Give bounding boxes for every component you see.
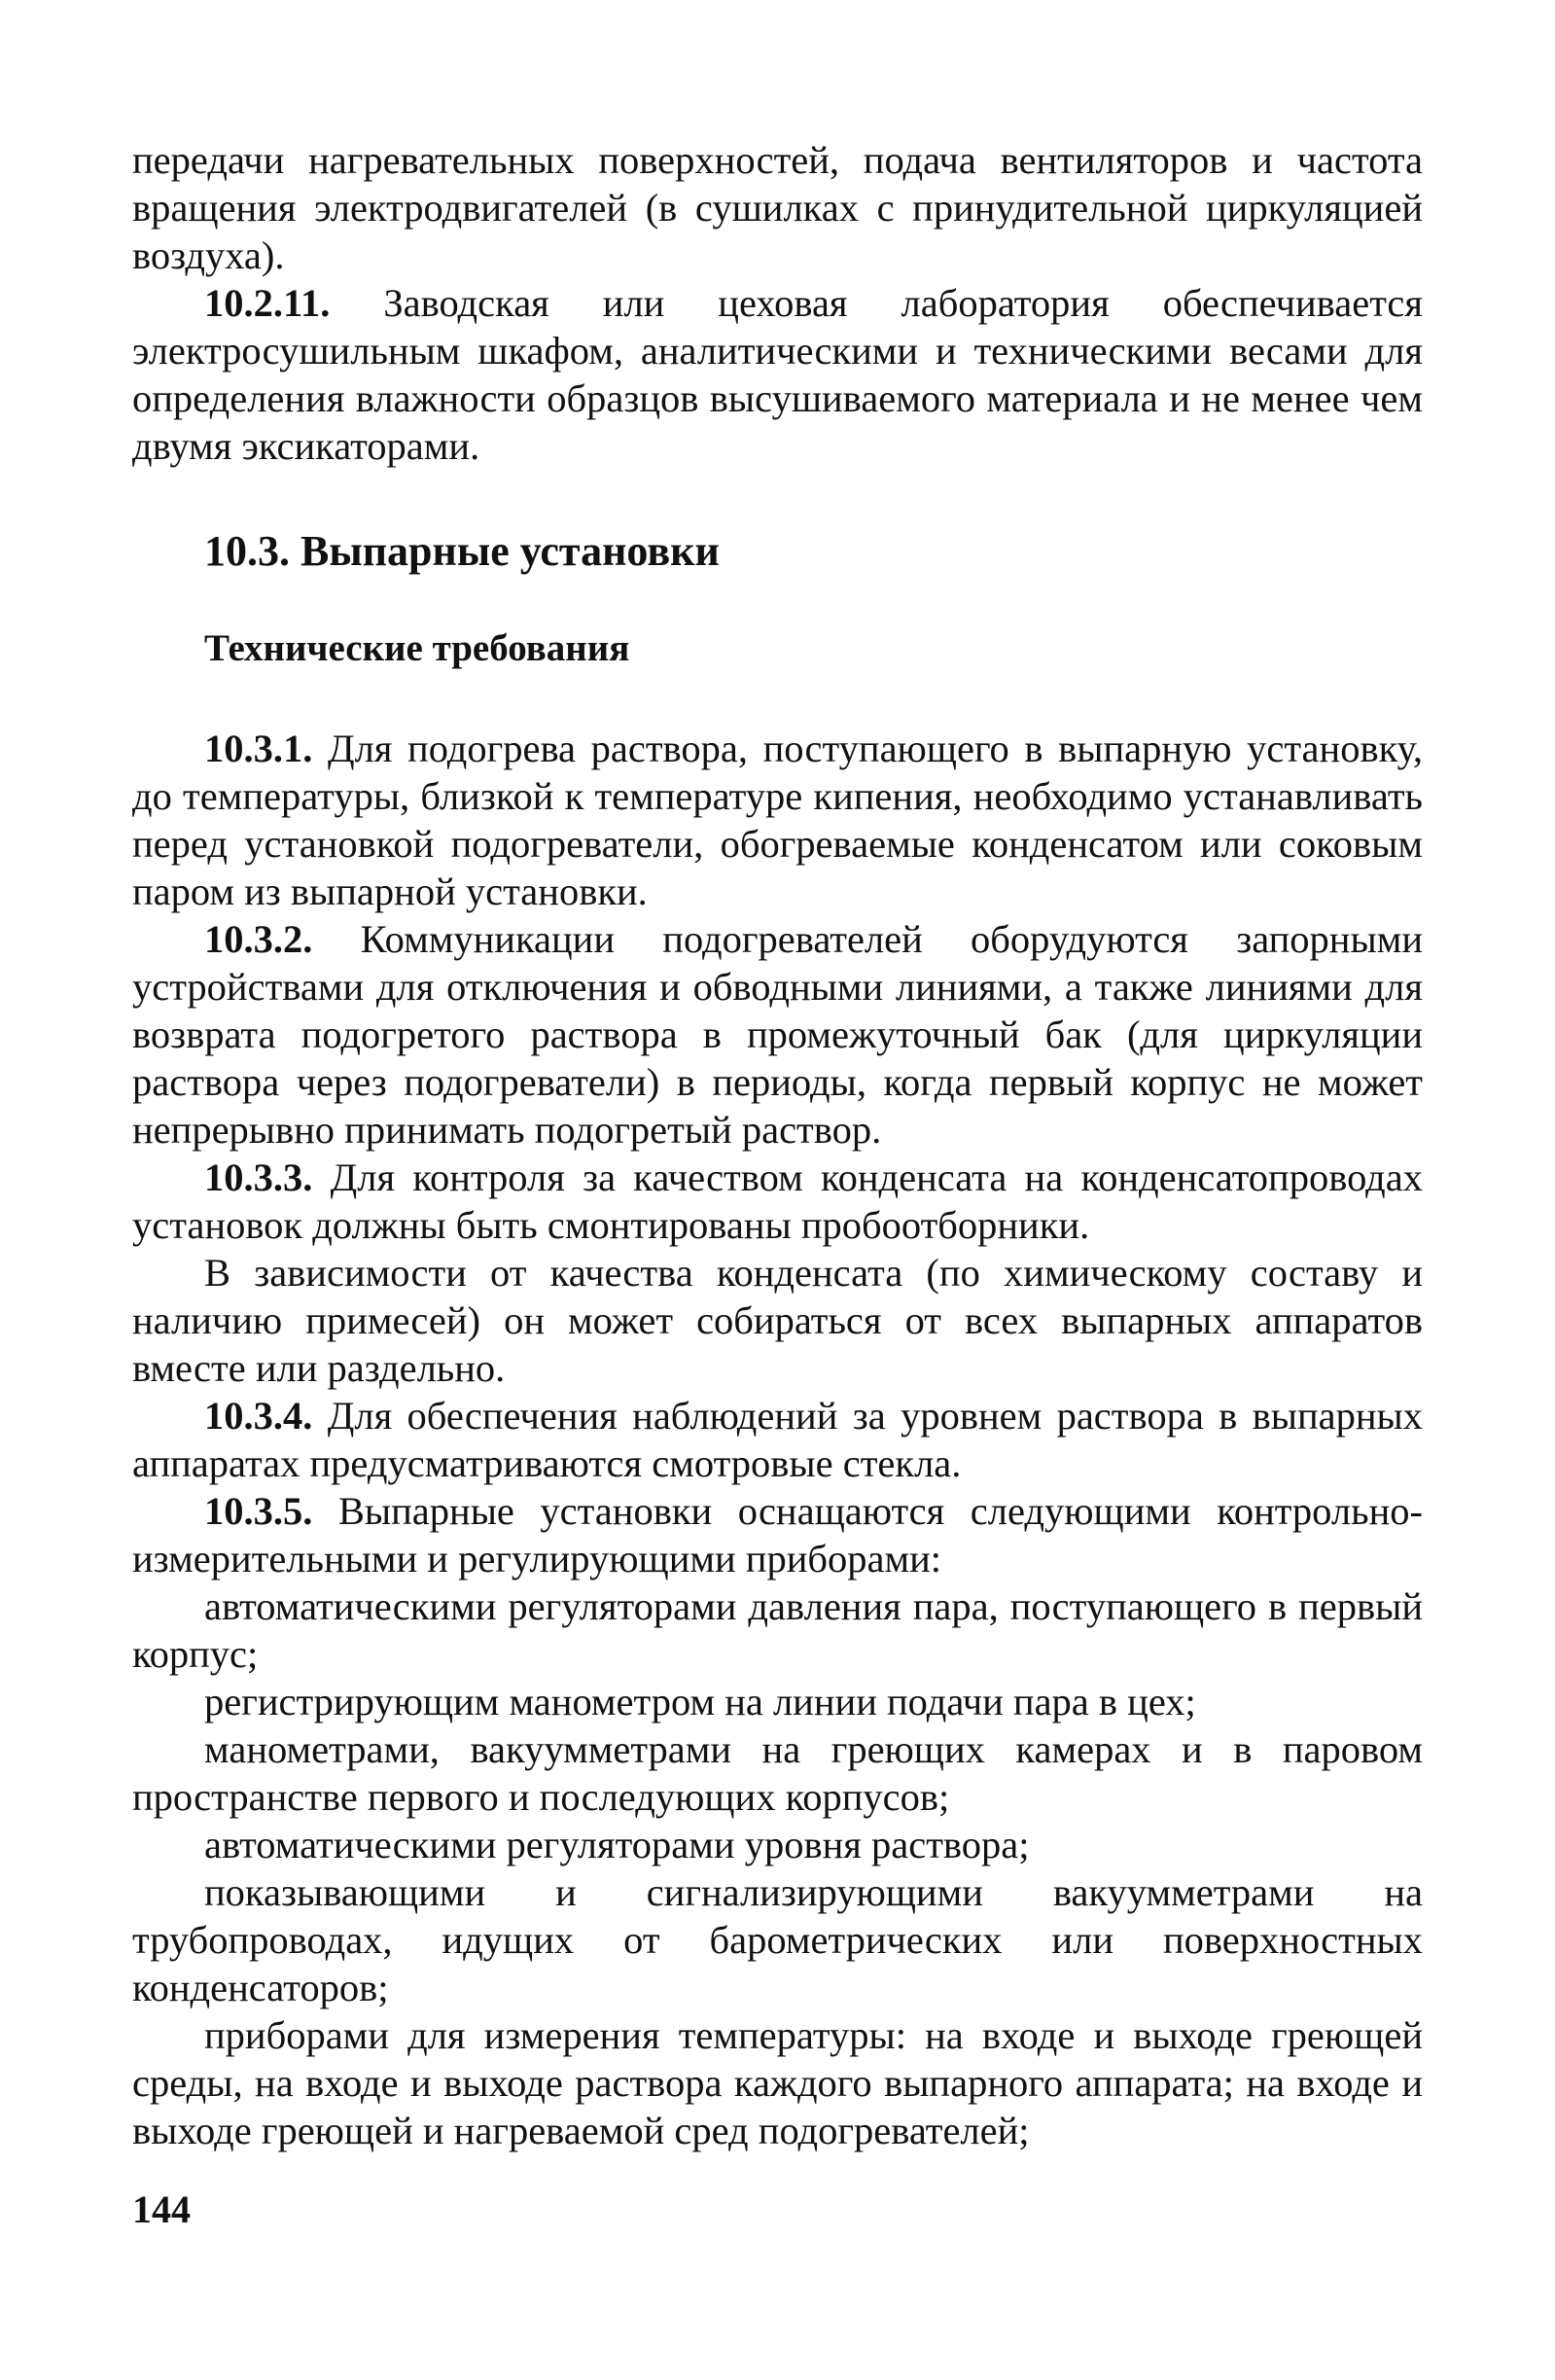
paragraph-10-2-11: [132, 279, 1423, 470]
clause-number: 10.3.5.: [204, 1489, 313, 1533]
paragraph-condensate: В зависимости от качества конденсата (по химическому составу и наличию примесей) он может собираться от всех выпарных аппаратов вместе или раздельно.: [132, 1251, 1423, 1390]
continuation-paragraph: передачи нагревательных поверхностей, подача вентиляторов и частота вращения электродвигателей (в сушилках с принудительной циркуляцией воздуха).: [132, 138, 1423, 277]
paragraph-10-3-4: [132, 1392, 1423, 1487]
paragraph-10-3-1: [132, 725, 1423, 915]
instrument-list: [132, 1582, 1423, 2154]
clause-text: Для контроля за качеством конденсата на конденсатопроводах установок должны быть смонтированы пробоотборники.: [132, 1155, 1423, 1247]
clause-text: Коммуникации подогревателей оборудуются запорными устройствами для отключения и обводными линиями, а также линиями для возврата подогретого раствора в промежуточный бак (для циркуляции раствора через подогреватели) в периоды, когда первый корпус не может непрерывно принимать подогретый раствор.: [132, 917, 1423, 1152]
list-item: приборами для измерения температуры: на входе и выходе греющей среды, на входе и выходе раствора каждого выпарного аппарата; на входе и выходе греющей и нагреваемой сред подогревателей;: [132, 2013, 1423, 2152]
list-item: автоматическими регуляторами давления пара, поступающего в первый корпус;: [132, 1584, 1423, 1676]
list-item: автоматическими регуляторами уровня раствора;: [204, 1823, 1030, 1866]
paragraph-10-3-5: [132, 1487, 1423, 1582]
clause-number: 10.3.2.: [204, 917, 313, 961]
clause-number: 10.3.3.: [204, 1155, 313, 1199]
clause-number: 10.3.1.: [204, 727, 313, 770]
paragraph-10-3-2: [132, 915, 1423, 1154]
clause-text: Заводская или цеховая лаборатория обеспечивается электросушильным шкафом, аналитическими и техническими весами для определения влажности образцов высушиваемого материала и не менее чем двумя эксикаторами.: [132, 281, 1423, 468]
paragraph-10-3-3: [132, 1154, 1423, 1249]
clause-number: 10.3.4.: [204, 1394, 313, 1438]
clause-text: Для подогрева раствора, поступающего в выпарную установку, до температуры, близкой к температуре кипения, необходимо устанавливать перед установкой подогреватели, обогреваемые конденсатом или соковым паром из выпарной установки.: [132, 727, 1423, 913]
section-heading: 10.3. Выпарные установки: [204, 527, 720, 575]
sub-heading: Технические требования: [204, 627, 630, 669]
list-item: манометрами, вакуумметрами на греющих камерах и в паровом пространстве первого и последующих корпусов;: [132, 1727, 1423, 1819]
page-number: 144: [132, 2187, 191, 2231]
list-item: регистрирующим манометром на линии подачи пара в цех;: [204, 1680, 1196, 1723]
clause-text: Выпарные установки оснащаются следующими контрольно-измерительными и регулирующими приборами:: [132, 1489, 1423, 1581]
clause-text: Для обеспечения наблюдений за уровнем раствора в выпарных аппаратах предусматриваются смотровые стекла.: [132, 1394, 1423, 1485]
list-item: показывающими и сигнализирующими вакуумметрами на трубопроводах, идущих от барометрических или поверхностных конденсаторов;: [132, 1870, 1423, 2009]
clause-number: 10.2.11.: [204, 281, 331, 325]
